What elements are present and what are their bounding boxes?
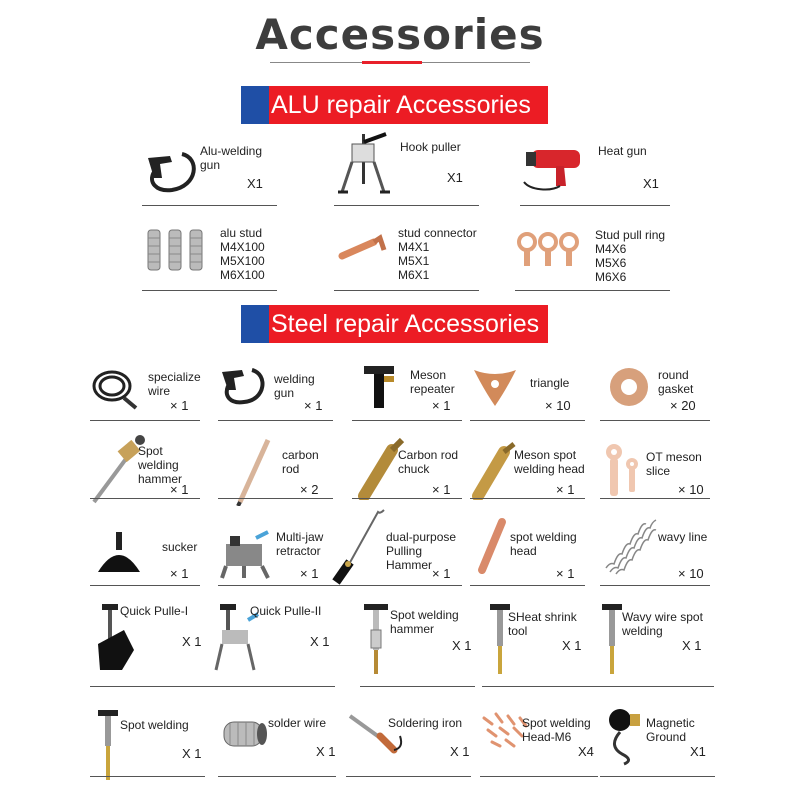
accessory-label: round gasket [658, 368, 694, 396]
item-divider [90, 498, 200, 499]
item-divider [218, 585, 333, 586]
accessory-item [600, 516, 710, 587]
accessory-quantity: × 2 [300, 482, 319, 497]
accessory-label: sucker [162, 540, 198, 554]
accessory-label: Magnetic Ground [646, 716, 695, 744]
accessory-item [480, 706, 598, 778]
accessory-item [90, 598, 210, 688]
accessory-item [482, 600, 597, 688]
meson-spot-welding-head-icon [470, 440, 520, 505]
round-gasket-icon [604, 364, 654, 415]
accessory-quantity: × 1 [170, 566, 189, 581]
accessory-item [218, 360, 333, 422]
item-divider [600, 776, 715, 777]
accessory-label: Meson spot welding head [514, 448, 585, 476]
accessory-quantity: X 1 [682, 638, 702, 653]
heat-gun-icon [520, 142, 586, 197]
accessory-label: Quick Pulle-II [250, 604, 322, 618]
section-heading-label: Steel repair Accessories [269, 305, 548, 343]
carbon-rod-icon [234, 436, 274, 511]
accessory-item [90, 520, 200, 587]
accessory-label: Spot welding hammer [138, 444, 183, 486]
multi-jaw-retractor-icon [218, 528, 272, 587]
hook-puller-icon [334, 130, 394, 201]
accessory-quantity: × 1 [170, 398, 189, 413]
accessory-quantity: X1 [447, 170, 463, 185]
item-divider [218, 776, 336, 777]
accessory-quantity: X 1 [182, 746, 202, 761]
accessory-quantity: × 1 [432, 482, 451, 497]
accessory-quantity: X 1 [316, 744, 336, 759]
section-heading-blue-block [241, 305, 269, 343]
wavy-line-icon [604, 516, 660, 581]
item-divider [482, 686, 597, 687]
accessory-label: wavy line [658, 530, 708, 544]
accessory-label: Stud pull ring M4X6 M5X6 M6X6 [595, 228, 666, 284]
item-divider [600, 585, 710, 586]
accessory-quantity: × 10 [678, 566, 704, 581]
section-heading-alu [241, 86, 548, 124]
accessory-item [218, 432, 333, 500]
accessory-item [142, 140, 277, 207]
accessory-quantity: X 1 [182, 634, 202, 649]
spot-welding-hammer-2-icon [362, 602, 392, 683]
accessory-item [470, 360, 585, 422]
accessory-quantity: X1 [690, 744, 706, 759]
accessory-label: Alu-welding gun [200, 144, 263, 172]
accessory-quantity: × 1 [556, 482, 575, 497]
accessory-label: alu stud M4X100 M5X100 M6X100 [220, 226, 265, 282]
accessory-item [142, 222, 277, 292]
accessory-item [218, 706, 336, 778]
spot-welding-head-icon [472, 516, 512, 581]
accessory-quantity: X 1 [452, 638, 472, 653]
item-divider [328, 585, 462, 586]
item-divider [218, 420, 333, 421]
accessory-item [346, 706, 471, 778]
magnetic-ground-icon [604, 706, 644, 771]
accessory-item [515, 222, 670, 292]
item-divider [352, 498, 462, 499]
item-divider [520, 205, 670, 206]
accessory-item [360, 600, 475, 688]
accessory-label: Hook puller [400, 140, 461, 154]
accessory-item [210, 598, 335, 688]
item-divider [596, 686, 714, 687]
accessory-label: Wavy wire spot welding [622, 610, 703, 638]
accessory-label: welding gun [274, 372, 315, 400]
specialize-wire-icon [90, 364, 140, 419]
item-divider [210, 686, 335, 687]
accessory-label: spot welding head [510, 530, 577, 558]
item-divider [360, 686, 475, 687]
stud-pull-ring-icon [515, 228, 581, 277]
accessory-item [352, 432, 462, 500]
accessory-quantity: × 1 [170, 482, 189, 497]
welding-gun-icon [218, 362, 268, 413]
pulling-hammer-icon [328, 506, 388, 591]
page-title: Accessories [255, 10, 545, 59]
accessory-label: Carbon rod chuck [398, 448, 459, 476]
item-divider [90, 776, 205, 777]
alu-welding-gun-icon [142, 146, 202, 201]
item-divider [470, 498, 585, 499]
accessory-label: solder wire [268, 716, 327, 730]
accessory-item [90, 706, 205, 778]
item-divider [600, 498, 710, 499]
accessory-label: specialize wire [148, 370, 201, 398]
item-divider [470, 420, 585, 421]
accessory-item [90, 360, 200, 422]
solder-wire-icon [218, 714, 268, 759]
accessory-quantity: × 1 [300, 566, 319, 581]
item-divider [352, 420, 462, 421]
accessory-label: Meson repeater [410, 368, 455, 396]
accessory-item [596, 600, 714, 688]
accessory-label: Multi-jaw retractor [276, 530, 324, 558]
section-heading-label: ALU repair Accessories [269, 86, 548, 124]
item-divider [346, 776, 471, 777]
accessory-label: triangle [530, 376, 570, 390]
accessory-label: Spot welding [120, 718, 189, 732]
accessory-label: OT meson slice [646, 450, 702, 478]
accessory-item [90, 432, 200, 500]
accessory-quantity: × 1 [556, 566, 575, 581]
accessory-item [352, 360, 462, 422]
item-divider [334, 290, 479, 291]
accessory-label: carbon rod [282, 448, 319, 476]
item-divider [334, 205, 479, 206]
accessory-quantity: X1 [247, 176, 263, 191]
accessory-item [600, 432, 710, 500]
accessory-item [334, 222, 479, 292]
stud-connector-icon [334, 228, 394, 273]
accessory-quantity: X 1 [562, 638, 582, 653]
item-divider [600, 420, 710, 421]
title-underline-accent [362, 61, 422, 64]
accessory-quantity: × 20 [670, 398, 696, 413]
accessory-quantity: X 1 [310, 634, 330, 649]
accessory-label: dual-purpose Pulling Hammer [386, 530, 457, 572]
accessory-quantity: × 10 [678, 482, 704, 497]
accessory-label: Spot welding hammer [390, 608, 459, 636]
item-divider [470, 585, 585, 586]
accessory-item [218, 520, 333, 587]
item-divider [142, 205, 277, 206]
item-divider [515, 290, 670, 291]
accessory-label: SHeat shrink tool [508, 610, 577, 638]
accessory-item [520, 140, 670, 207]
section-heading-steel [241, 305, 548, 343]
alu-stud-icon [142, 226, 208, 279]
item-divider [90, 686, 210, 687]
item-divider [218, 498, 333, 499]
item-divider [90, 420, 200, 421]
accessory-item [470, 432, 585, 500]
accessory-item [600, 360, 710, 422]
accessory-quantity: × 10 [545, 398, 571, 413]
accessory-quantity: X 1 [450, 744, 470, 759]
item-divider [90, 585, 200, 586]
accessory-label: stud connector M4X1 M5X1 M6X1 [398, 226, 477, 282]
accessory-label: Soldering iron [388, 716, 463, 730]
section-heading-blue-block [241, 86, 269, 124]
sucker-icon [94, 528, 144, 583]
accessory-label: Quick Pulle-I [120, 604, 189, 618]
accessory-item [328, 506, 462, 587]
accessory-item [470, 516, 585, 587]
accessory-item [334, 130, 479, 207]
meson-repeater-icon [354, 362, 404, 417]
triangle-icon [470, 364, 520, 415]
accessory-quantity: × 1 [432, 398, 451, 413]
accessory-quantity: X1 [643, 176, 659, 191]
item-divider [142, 290, 277, 291]
accessory-label: Heat gun [598, 144, 647, 158]
ot-meson-slice-icon [602, 440, 642, 505]
accessory-quantity: × 1 [432, 566, 451, 581]
accessory-quantity: × 1 [304, 398, 323, 413]
accessory-item [600, 706, 715, 778]
accessory-quantity: X4 [578, 744, 594, 759]
item-divider [480, 776, 598, 777]
accessory-label: Spot welding Head-M6 [522, 716, 591, 744]
